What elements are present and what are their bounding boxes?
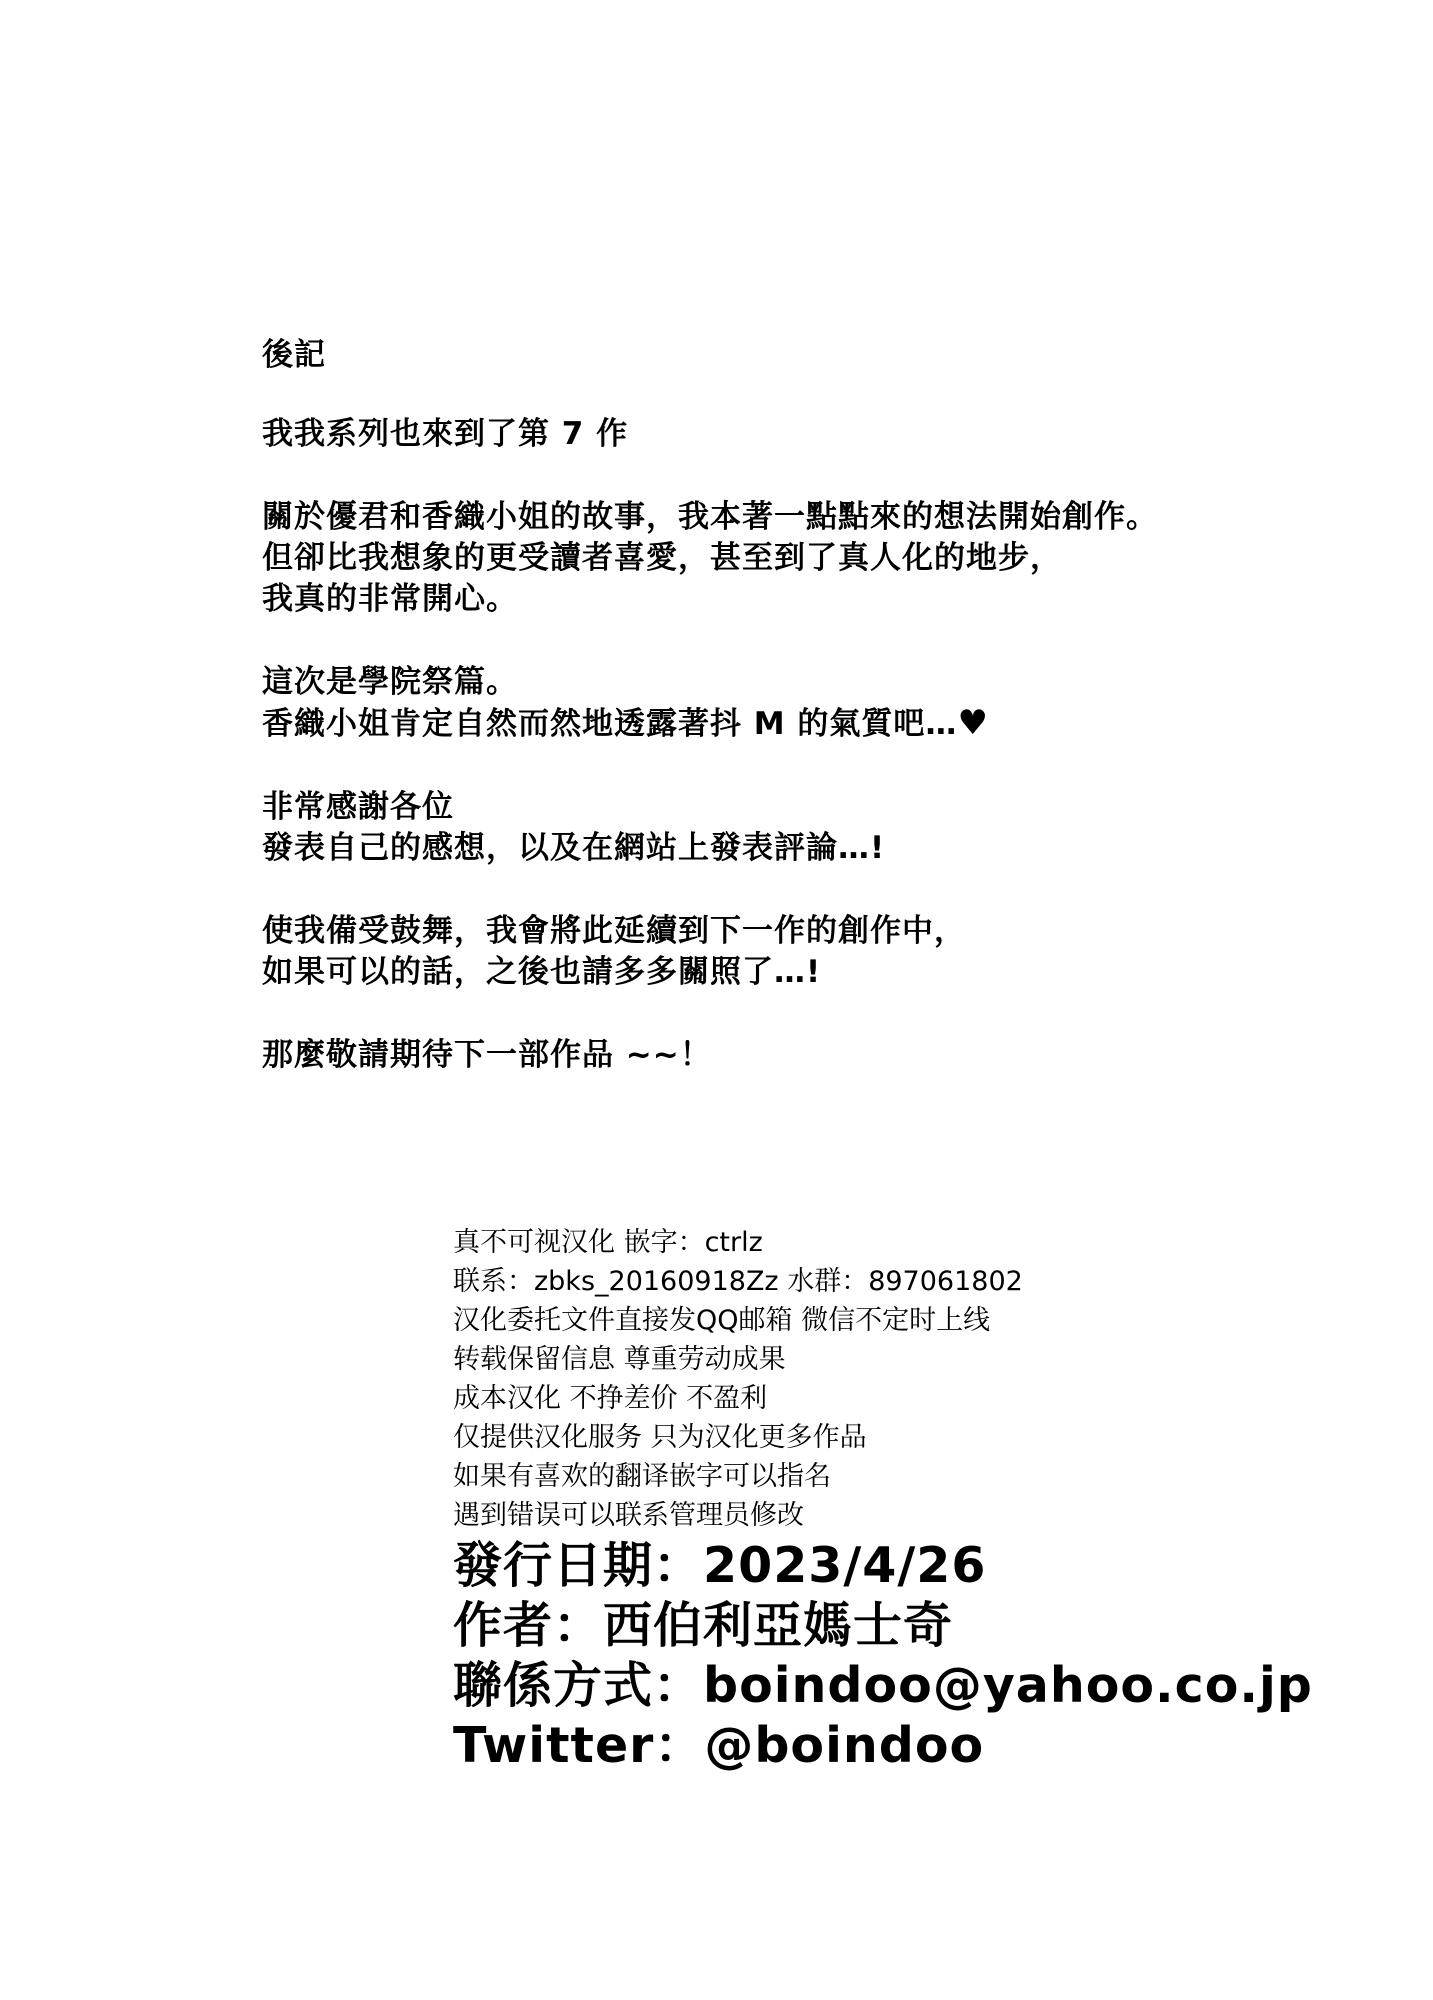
afterword-section [262,335,1362,1118]
credit-line: 转载保留信息 尊重劳动成果 [453,1344,786,1375]
afterword-line: 我真的非常開心。 [262,581,518,617]
publication-date: 發行日期：2023/4/26 [453,1537,987,1594]
afterword-line: 發表自己的感想，以及在網站上發表評論…! [262,830,886,866]
publication-info [453,1536,1413,1776]
afterword-line: 那麼敬請期待下一部作品 ~~！ [262,1037,712,1073]
credit-line: 真不可视汉化 嵌字：ctrlz [453,1227,763,1258]
publication-author: 作者：西伯利亞媽士奇 [453,1597,954,1654]
credit-line: 遇到错误可以联系管理员修改 [453,1500,804,1531]
afterword-line: 我我系列也來到了第 7 作 [262,416,629,452]
afterword-paragraph [262,662,1362,745]
credit-line: 汉化委托文件直接发QQ邮箱 微信不定时上线 [453,1305,991,1336]
afterword-title: 後記 [262,337,326,373]
afterword-paragraph [262,497,1362,620]
translation-credits [453,1223,1413,1535]
afterword-line: 這次是學院祭篇。 [262,664,518,700]
afterword-line [262,703,1362,745]
afterword-line: 非常感謝各位 [262,789,454,825]
afterword-line: 使我備受鼓舞，我會將此延續到下一作的創作中， [262,913,966,949]
afterword-line-text: 香織小姐肯定自然而然地透露著抖 M 的氣質吧… [262,706,958,742]
afterword-line: 關於優君和香織小姐的故事，我本著一點點來的想法開始創作。 [262,499,1158,535]
credit-line: 仅提供汉化服务 只为汉化更多作品 [453,1422,867,1453]
credit-line: 联系：zbks_20160918Zz 水群：897061802 [453,1266,1023,1297]
afterword-paragraph [262,787,1362,869]
afterword-paragraph [262,911,1362,993]
publication-twitter: Twitter：@boindoo [453,1717,985,1774]
credit-line: 如果有喜欢的翻译嵌字可以指名 [453,1461,831,1492]
afterword-paragraph [262,1035,1362,1076]
afterword-line: 但卻比我想象的更受讀者喜愛，甚至到了真人化的地步， [262,540,1062,576]
afterword-paragraph [262,414,1362,455]
afterword-line: 如果可以的話，之後也請多多關照了…! [262,954,822,990]
heart-icon: ♥ [957,703,989,743]
publication-contact: 聯係方式：boindoo@yahoo.co.jp [453,1657,1313,1714]
credit-line: 成本汉化 不挣差价 不盈利 [453,1383,768,1414]
